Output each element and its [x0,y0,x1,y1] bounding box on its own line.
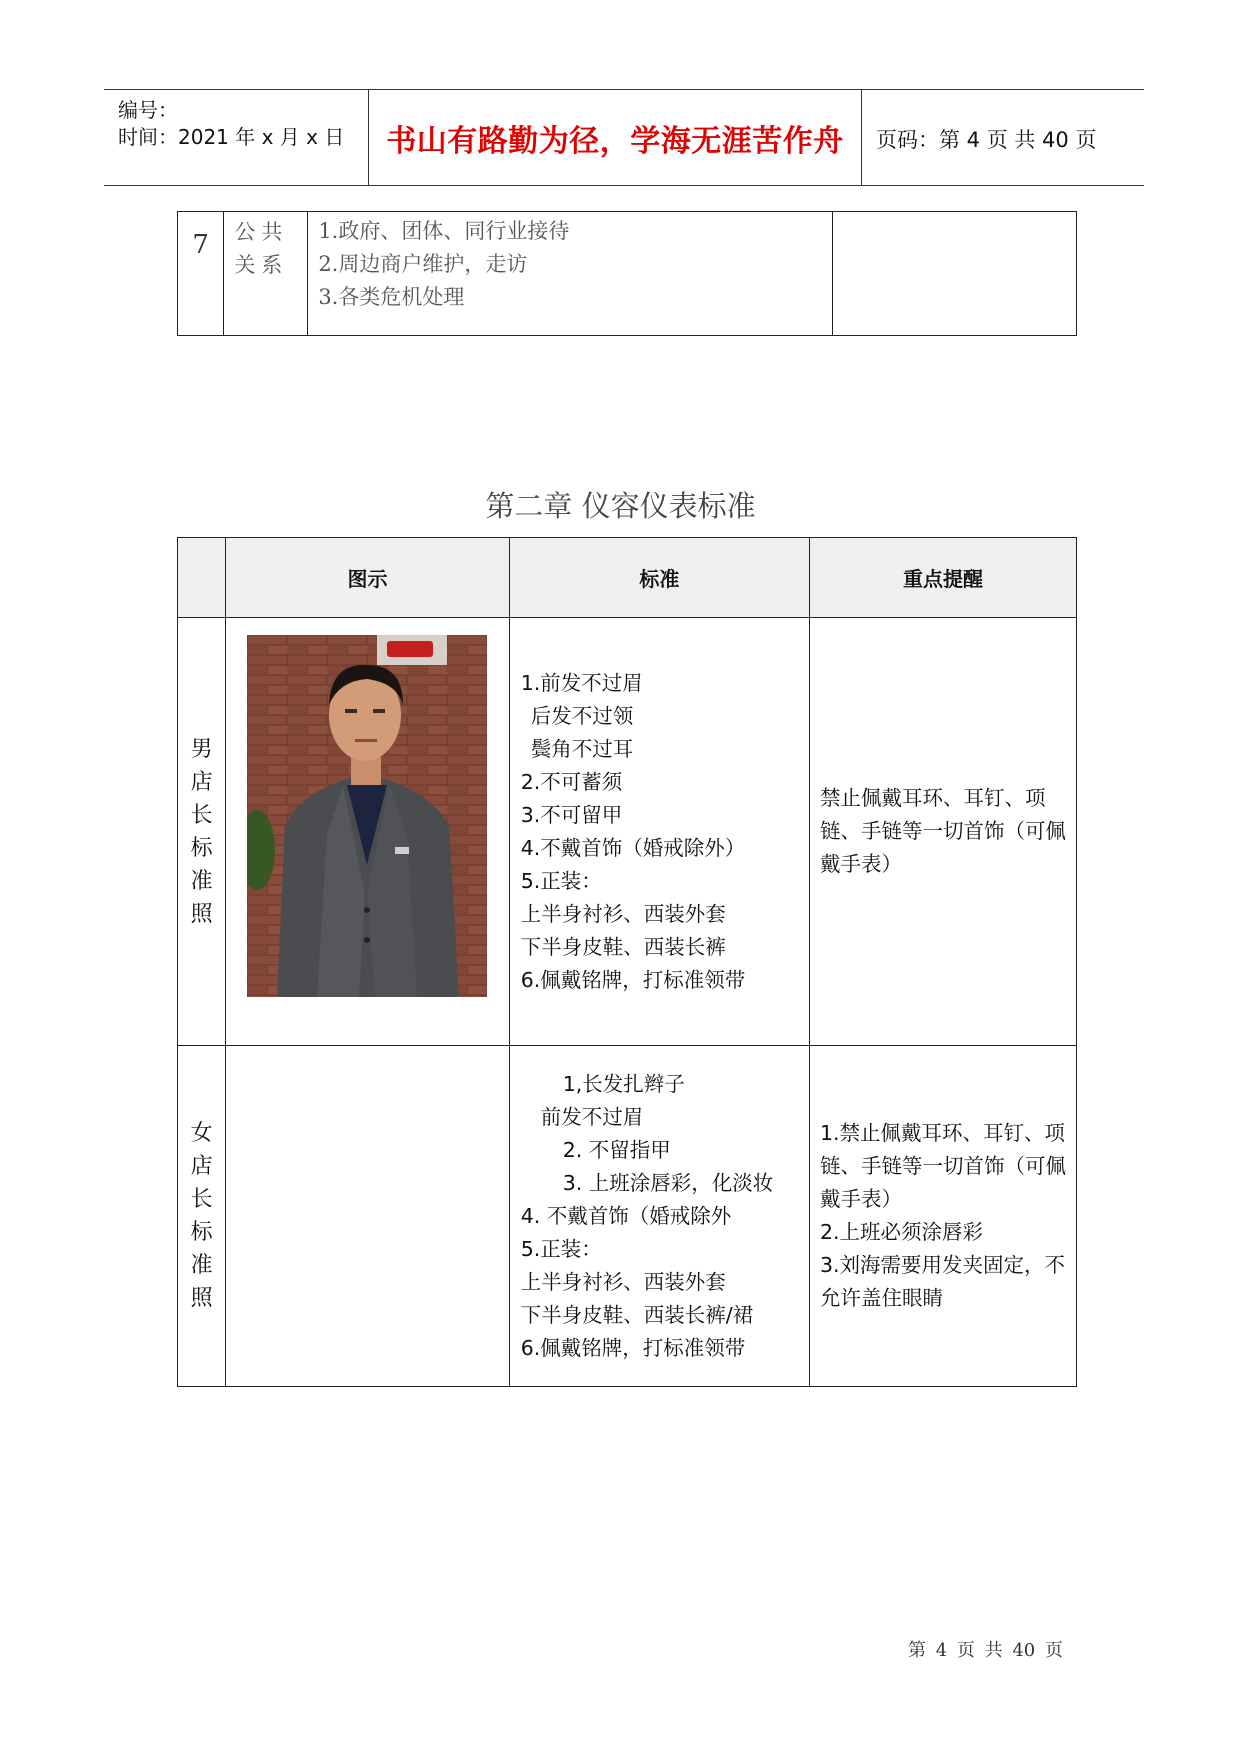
document-number-label: 编号： [118,98,178,122]
header-motto: 书山有路勤为径，学海无涯苦作舟 [386,124,844,159]
public-relations-table [177,211,1077,336]
male-manager-label [178,618,226,1046]
standard-item: 上半身衬衫、西装外套 [520,901,726,926]
table-row-male-manager [178,618,1077,1046]
header-illustration: 图示 [226,538,509,618]
table-header-row [178,538,1077,618]
standard-item: 6.佩戴铭牌，打标准领带 [520,1335,746,1360]
standard-item: 5.正装： [520,1236,602,1261]
list-item: 3.各类危机处理 [318,285,465,309]
standard-item: 5.正装： [520,868,602,893]
standard-item: 2. 不留指甲 [562,1137,671,1162]
standard-item: 1.前发不过眉 [520,670,643,695]
reminder-item: 1.禁止佩戴耳环、耳钉、项链、手链等一切首饰（可佩戴手表） [820,1121,1066,1211]
reminder-item: 2.上班必须涂唇彩 [820,1220,984,1244]
row-label-text: 女店长标准照 [190,1121,213,1311]
document-time-label: 时间：2021 年 x 月 x 日 [118,125,345,149]
standard-item: 下半身皮鞋、西装长裤 [520,934,726,959]
header-standard: 标准 [509,538,809,618]
header-reminder: 重点提醒 [810,538,1077,618]
row-category: 公共关系 [224,212,308,336]
list-item: 2.周边商户维护，走访 [318,252,528,276]
page-footer: 第 4 页 共 40 页 [908,1640,1063,1661]
standard-item: 3. 上班涂唇彩，化淡妆 [562,1170,774,1195]
row-notes-cell [833,212,1077,336]
list-item: 1.政府、团体、同行业接待 [318,219,570,243]
row-label-text: 男店长标准照 [190,736,213,927]
header-info-cell [104,90,369,185]
standard-item: 4.不戴首饰（婚戒除外） [520,835,746,860]
female-photo-cell [226,1046,509,1387]
male-photo-cell [226,618,509,1046]
appearance-standard-table [177,537,1077,1387]
standard-item: 前发不过眉 [540,1104,644,1129]
chapter-title: 第二章 仪容仪表标准 [485,489,756,523]
female-manager-label [178,1046,226,1387]
male-reminder: 禁止佩戴耳环、耳钉、项链、手链等一切首饰（可佩戴手表） [810,618,1077,1046]
reminder-item: 3.刘海需要用发夹固定，不允许盖住眼睛 [820,1253,1066,1310]
female-reminders [810,1046,1077,1387]
standard-item: 1,长发扎辫子 [562,1071,685,1096]
standard-item: 3.不可留甲 [520,802,623,827]
standard-item: 鬓角不过耳 [530,736,634,761]
row-number: 7 [178,212,224,336]
page-header [104,89,1144,186]
table-row [178,212,1077,336]
male-manager-photo [247,635,487,997]
standard-item: 2.不可蓄须 [520,769,623,794]
standard-item: 下半身皮鞋、西装长裤/裙 [520,1302,754,1327]
standard-item: 后发不过领 [530,703,634,728]
header-corner-cell [178,538,226,618]
standard-item: 4. 不戴首饰（婚戒除外 [520,1203,732,1228]
standard-item: 6.佩戴铭牌，打标准领带 [520,967,746,992]
header-page-cell [862,90,1144,185]
table-row-female-manager [178,1046,1077,1387]
header-motto-cell [369,90,862,185]
row-items [308,212,833,336]
male-standards [509,618,809,1046]
standard-item: 上半身衬衫、西装外套 [520,1269,726,1294]
header-page-number: 页码：第 4 页 共 40 页 [876,128,1097,152]
female-standards [509,1046,809,1387]
